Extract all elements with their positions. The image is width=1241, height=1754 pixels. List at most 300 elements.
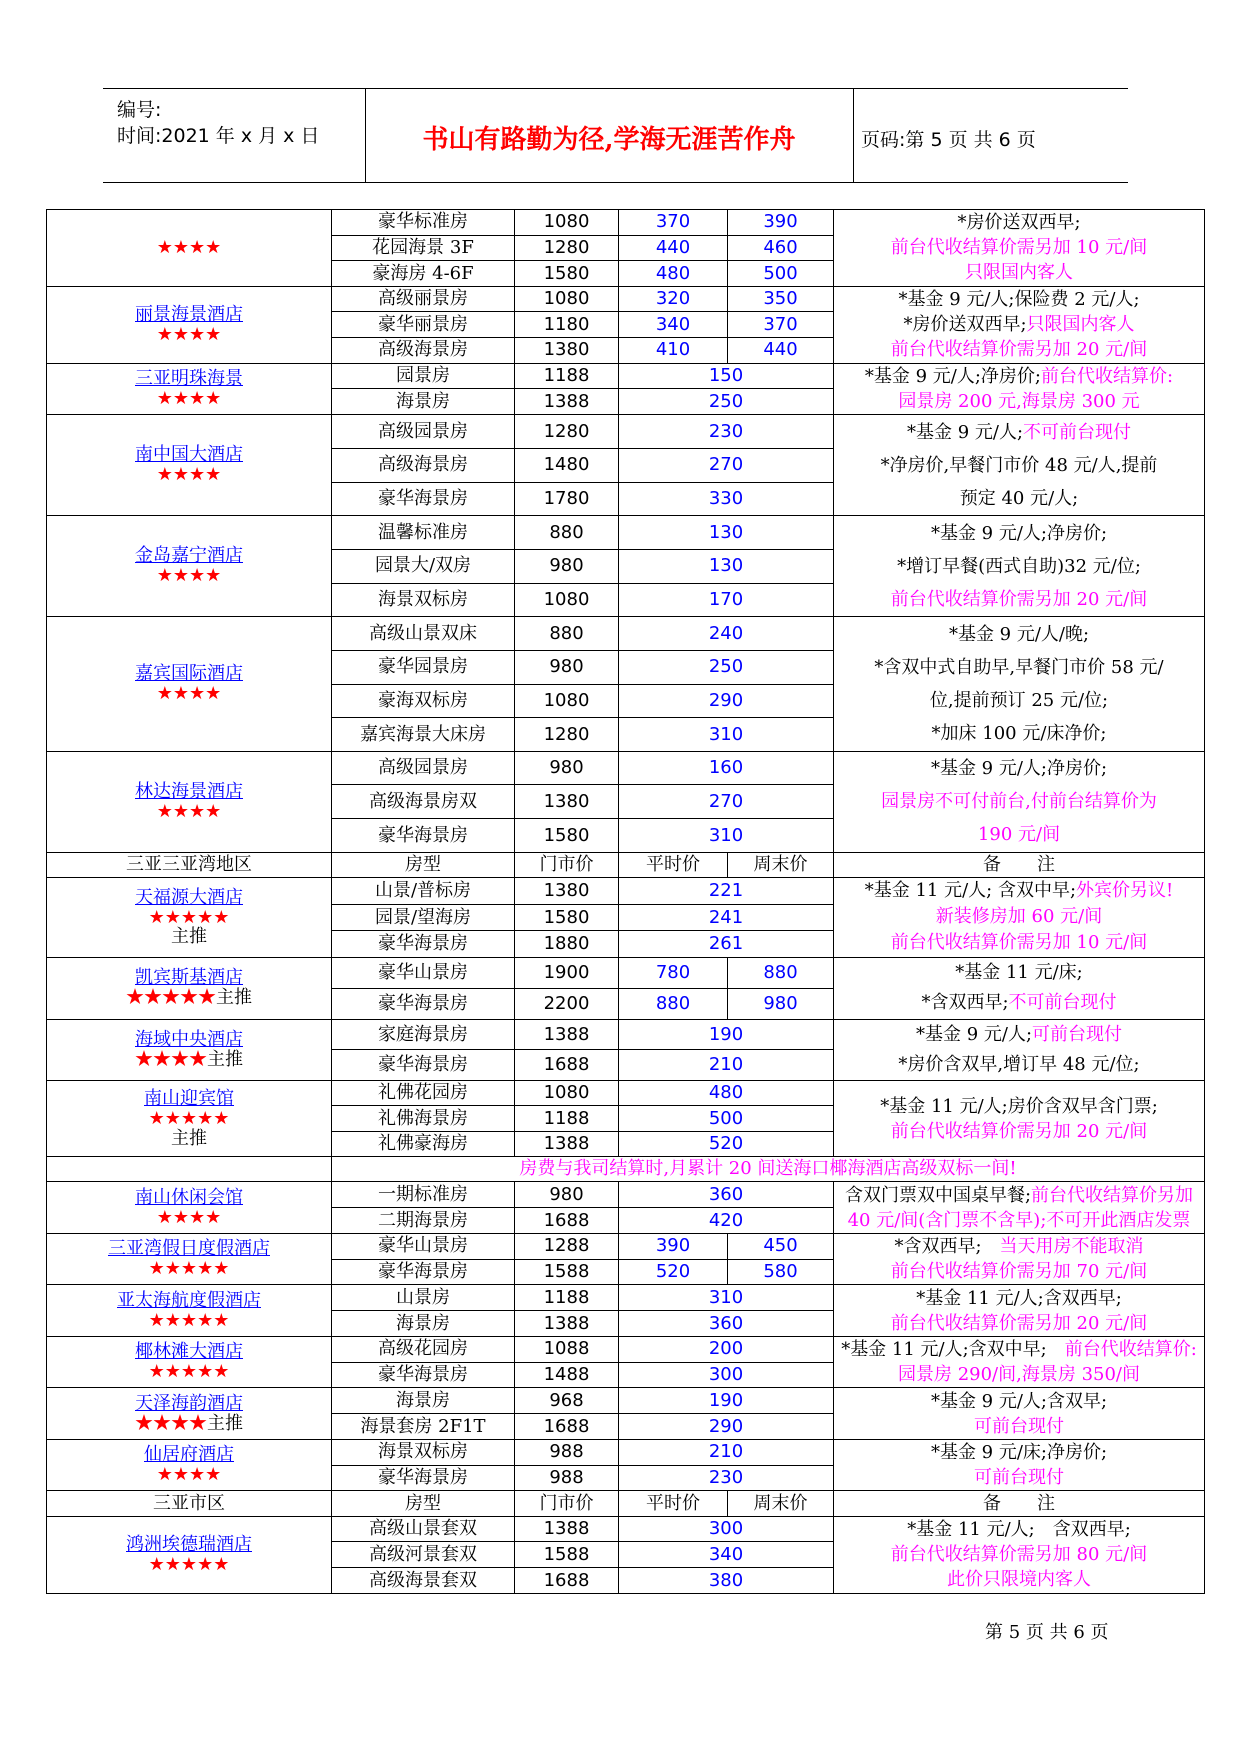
room-type: 高级河景套双 xyxy=(332,1542,515,1568)
star-rating: ★★★★★ xyxy=(148,1361,230,1383)
hotel-cell xyxy=(47,1285,332,1337)
rack-rate: 880 xyxy=(515,516,619,550)
note-line xyxy=(837,1542,1201,1567)
weekend-price: 350 xyxy=(728,286,834,312)
hotel-notes xyxy=(834,1182,1205,1234)
room-type: 海景房 xyxy=(332,1311,515,1337)
room-row xyxy=(47,516,1205,550)
star-rating: ★★★★ xyxy=(156,800,222,822)
col-header-weekend-rate: 周末价 xyxy=(728,1491,834,1516)
note-highlight: 园景房 200 元,海景房 300 元 xyxy=(898,390,1140,412)
room-type: 豪华园景房 xyxy=(332,650,515,684)
room-row xyxy=(47,415,1205,449)
hotel-notes xyxy=(834,286,1205,363)
room-row xyxy=(47,1388,1205,1414)
hotel-name-link[interactable]: 天泽海韵酒店 xyxy=(135,1392,243,1414)
hotel-rate-table xyxy=(46,209,1205,1594)
note-highlight: 只限国内客人 xyxy=(965,262,1073,284)
rack-rate: 1388 xyxy=(515,1516,619,1542)
hotel-notes xyxy=(834,878,1205,958)
room-row xyxy=(47,1233,1205,1259)
hotel-notes xyxy=(834,1336,1205,1388)
rack-rate: 980 xyxy=(515,751,619,785)
hotel-cell xyxy=(47,1233,332,1285)
room-type: 高级山景双床 xyxy=(332,617,515,651)
recommend-tag: 主推 xyxy=(171,1127,207,1149)
note-line xyxy=(837,389,1201,414)
note-line xyxy=(837,958,1201,988)
rack-rate: 1688 xyxy=(515,1050,619,1081)
room-type: 高级花园房 xyxy=(332,1336,515,1362)
note-line xyxy=(837,752,1201,785)
note-highlight: 可前台现付 xyxy=(1032,1023,1123,1045)
rack-rate: 1188 xyxy=(515,1285,619,1311)
note-line xyxy=(837,449,1201,482)
hotel-notes xyxy=(834,516,1205,617)
room-type: 豪华标准房 xyxy=(332,210,515,236)
hotel-cell xyxy=(47,1182,332,1234)
hotel-name-link[interactable]: 南山休闲会馆 xyxy=(135,1186,243,1208)
rack-rate: 1688 xyxy=(515,1414,619,1440)
note-highlight: 不可前台现付 xyxy=(1008,992,1117,1014)
weekday-price: 370 xyxy=(619,210,728,236)
room-row xyxy=(47,1019,1205,1050)
star-rating: ★★★★ xyxy=(156,464,222,486)
star-rating: ★★★★★ xyxy=(148,1309,230,1331)
star-rating: ★★★★ xyxy=(156,323,222,345)
weekend-price: 980 xyxy=(728,988,834,1019)
hotel-name-link[interactable]: 海域中央酒店 xyxy=(135,1029,243,1051)
note-line xyxy=(837,1311,1201,1336)
rack-rate: 1588 xyxy=(515,1542,619,1568)
hotel-notes xyxy=(834,1081,1205,1157)
note-text: *含双西早; xyxy=(894,1236,1000,1258)
hotel-name-link[interactable]: 仙居府酒店 xyxy=(144,1444,234,1466)
note-text: *基金 11 元/人;房价含双早含门票; xyxy=(880,1095,1158,1117)
room-type: 豪华海景房 xyxy=(332,1259,515,1285)
rack-rate: 880 xyxy=(515,617,619,651)
hotel-rating xyxy=(50,566,328,586)
room-type: 海景套房 2F1T xyxy=(332,1414,515,1440)
note-line xyxy=(837,1286,1201,1311)
note-line xyxy=(837,1362,1201,1387)
col-header-weekday-rate: 平时价 xyxy=(619,1491,728,1516)
hotel-name-link[interactable]: 椰林滩大酒店 xyxy=(135,1341,243,1363)
page-footer: 第 5 页 共 6 页 xyxy=(985,1622,1109,1643)
note-text: *基金 9 元/人; xyxy=(915,1023,1033,1045)
net-price: 420 xyxy=(619,1208,834,1234)
note-text: *含双中式自助早,早餐门市价 58 元/ xyxy=(874,657,1164,678)
rack-rate: 1188 xyxy=(515,363,619,389)
room-type: 家庭海景房 xyxy=(332,1019,515,1050)
rack-rate: 1688 xyxy=(515,1208,619,1234)
hotel-rating xyxy=(50,465,328,485)
note-line xyxy=(837,260,1201,285)
hotel-cell xyxy=(47,1516,332,1593)
room-type: 花园海景 3F xyxy=(332,235,515,261)
note-line xyxy=(837,337,1201,362)
rack-rate: 1280 xyxy=(515,415,619,449)
note-text: *基金 9 元/人;净房价; xyxy=(930,758,1108,780)
note-line xyxy=(837,988,1201,1018)
net-price: 380 xyxy=(619,1567,834,1593)
net-price: 250 xyxy=(619,650,834,684)
net-price: 300 xyxy=(619,1516,834,1542)
net-price: 360 xyxy=(619,1182,834,1208)
room-type: 礼佛花园房 xyxy=(332,1081,515,1106)
hotel-rating xyxy=(50,1555,328,1575)
star-rating: ★★★★ xyxy=(156,683,222,704)
rack-rate: 988 xyxy=(515,1439,619,1465)
section-name: 三亚市区 xyxy=(47,1491,332,1516)
note-line xyxy=(837,1020,1201,1050)
hotel-rating xyxy=(50,1362,328,1382)
net-price: 160 xyxy=(619,751,834,785)
doc-number-label: 编号: xyxy=(117,99,162,121)
weekday-price: 480 xyxy=(619,261,728,287)
hotel-name-link[interactable]: 三亚明珠海景 xyxy=(135,368,243,390)
weekday-price: 410 xyxy=(619,337,728,363)
note-text: *净房价,早餐门市价 48 元/人,提前 xyxy=(880,454,1158,476)
rack-rate: 1388 xyxy=(515,1311,619,1337)
room-type: 高级丽景房 xyxy=(332,286,515,312)
star-rating: ★★★★ xyxy=(135,1048,207,1070)
hotel-name-link[interactable]: 嘉宾国际酒店 xyxy=(135,663,243,685)
star-rating: ★★★★★ xyxy=(148,1553,230,1575)
weekend-price: 880 xyxy=(728,957,834,988)
room-row xyxy=(47,878,1205,905)
note-highlight: 前台代收结算价需另加 20 元/间 xyxy=(890,588,1148,610)
hotel-cell xyxy=(47,751,332,852)
weekend-price: 390 xyxy=(728,210,834,236)
hotel-rating xyxy=(50,1465,328,1485)
rack-rate: 1380 xyxy=(515,878,619,905)
hotel-name-link[interactable]: 鸿洲埃德瑞酒店 xyxy=(126,1534,252,1556)
hotel-name-link[interactable]: 丽景海景酒店 xyxy=(135,303,243,325)
hotel-notes xyxy=(834,1233,1205,1285)
note-highlight: 前台代收结算价需另加 10 元/间 xyxy=(890,932,1148,954)
net-price: 230 xyxy=(619,1465,834,1491)
hotel-name-link[interactable]: 亚太海航度假酒店 xyxy=(117,1289,261,1311)
net-price: 170 xyxy=(619,583,834,617)
rack-rate: 1580 xyxy=(515,261,619,287)
weekend-price: 580 xyxy=(728,1259,834,1285)
note-highlight: 可前台现付 xyxy=(974,1415,1064,1437)
rack-rate: 1480 xyxy=(515,448,619,482)
note-text: *基金 9 元/人;保险费 2 元/人; xyxy=(898,289,1140,311)
rack-rate: 1088 xyxy=(515,1336,619,1362)
net-price: 290 xyxy=(619,684,834,718)
hotel-notes xyxy=(834,617,1205,751)
rack-rate: 1588 xyxy=(515,1259,619,1285)
net-price: 221 xyxy=(619,878,834,905)
hotel-notes xyxy=(834,1516,1205,1593)
room-type: 高级海景房 xyxy=(332,448,515,482)
note-line xyxy=(837,878,1201,904)
room-type: 高级山景套双 xyxy=(332,1516,515,1542)
note-line xyxy=(837,1465,1201,1490)
weekday-price: 440 xyxy=(619,235,728,261)
weekday-price: 320 xyxy=(619,286,728,312)
star-rating: ★★★★★ xyxy=(148,906,230,928)
note-highlight: 可前台现付 xyxy=(974,1467,1064,1489)
hotel-notes xyxy=(834,751,1205,852)
net-price: 480 xyxy=(619,1081,834,1106)
note-highlight: 当天用房不能取消 xyxy=(999,1236,1144,1258)
hotel-rating xyxy=(50,1311,328,1331)
net-price: 150 xyxy=(619,363,834,389)
room-row xyxy=(47,210,1205,236)
room-type: 海景双标房 xyxy=(332,1439,515,1465)
note-text: 预定 40 元/人; xyxy=(959,487,1079,509)
rack-rate: 1780 xyxy=(515,482,619,516)
room-row xyxy=(47,1285,1205,1311)
hotel-cell xyxy=(47,286,332,363)
room-row xyxy=(47,751,1205,785)
rack-rate: 1280 xyxy=(515,718,619,752)
col-header-rack-rate: 门市价 xyxy=(515,1491,619,1516)
note-text: *基金 9 元/床;净房价; xyxy=(930,1442,1108,1464)
hotel-name-link[interactable]: 林达海景酒店 xyxy=(135,780,243,802)
weekend-price: 450 xyxy=(728,1233,834,1259)
room-row xyxy=(47,1081,1205,1106)
net-price: 210 xyxy=(619,1439,834,1465)
rack-rate: 1080 xyxy=(515,210,619,236)
recommend-tag-line xyxy=(50,1129,328,1149)
room-type: 豪海双标房 xyxy=(332,684,515,718)
rack-rate: 988 xyxy=(515,1465,619,1491)
hotel-rating xyxy=(50,389,328,409)
weekday-price: 390 xyxy=(619,1233,728,1259)
room-type: 礼佛海景房 xyxy=(332,1106,515,1131)
rack-rate: 1388 xyxy=(515,1131,619,1156)
rack-rate: 980 xyxy=(515,1182,619,1208)
note-highlight: 不可前台现付 xyxy=(1023,421,1132,443)
net-price: 310 xyxy=(619,1285,834,1311)
note-line xyxy=(837,904,1201,930)
note-line xyxy=(837,1183,1201,1208)
hotel-cell xyxy=(47,415,332,516)
note-highlight: 40 元/间(含门票不含早);不可开此酒店发票 xyxy=(847,1209,1191,1231)
room-type: 豪海房 4-6F xyxy=(332,261,515,287)
weekday-price: 780 xyxy=(619,957,728,988)
note-text: *基金 11 元/人;含双西早; xyxy=(916,1287,1122,1309)
rack-rate: 1080 xyxy=(515,286,619,312)
room-row xyxy=(47,286,1205,312)
recommend-tag: 主推 xyxy=(171,926,207,948)
rack-rate: 1188 xyxy=(515,1106,619,1131)
note-line xyxy=(837,1337,1201,1362)
hotel-cell xyxy=(47,1388,332,1440)
rack-rate: 1380 xyxy=(515,785,619,819)
note-line xyxy=(837,312,1201,337)
note-text: *增订早餐(西式自助)32 元/位; xyxy=(897,555,1141,577)
note-line xyxy=(837,210,1201,235)
header-page-label: 页码:第 5 页 共 6 页 xyxy=(861,129,1036,151)
room-type: 高级海景套双 xyxy=(332,1567,515,1593)
rack-rate: 1288 xyxy=(515,1233,619,1259)
hotel-rating xyxy=(50,238,328,258)
col-header-weekday-rate: 平时价 xyxy=(619,852,728,877)
hotel-rating xyxy=(50,908,328,948)
hotel-cell xyxy=(47,210,332,287)
note-line xyxy=(837,550,1201,583)
net-price: 240 xyxy=(619,617,834,651)
net-price: 230 xyxy=(619,415,834,449)
note-highlight: 新装修房加 60 元/间 xyxy=(935,906,1103,928)
room-type: 温馨标准房 xyxy=(332,516,515,550)
room-type: 一期标准房 xyxy=(332,1182,515,1208)
note-line xyxy=(837,1259,1201,1284)
hotel-cell xyxy=(47,878,332,958)
note-line xyxy=(837,1440,1201,1465)
room-type: 园景大/双房 xyxy=(332,549,515,583)
note-line xyxy=(837,482,1201,515)
net-price: 270 xyxy=(619,785,834,819)
hotel-rating xyxy=(50,802,328,822)
note-text: *基金 11 元/人; 含双西早; xyxy=(907,1519,1131,1541)
weekend-price: 460 xyxy=(728,235,834,261)
star-rating: ★★★★ xyxy=(156,237,222,258)
hotel-name-link[interactable]: 南中国大酒店 xyxy=(135,444,243,466)
net-price: 270 xyxy=(619,448,834,482)
net-price: 250 xyxy=(619,389,834,415)
weekday-price: 880 xyxy=(619,988,728,1019)
weekday-price: 340 xyxy=(619,312,728,338)
hotel-name-link[interactable]: 南山迎宾馆 xyxy=(144,1087,234,1109)
hotel-rating xyxy=(50,988,328,1008)
note-text: 含双门票双中国桌早餐; xyxy=(844,1184,1032,1206)
room-type: 豪华海景房 xyxy=(332,931,515,958)
doc-time-label: 时间:2021 年 x 月 x 日 xyxy=(117,125,320,147)
note-highlight: 前台代收结算价: xyxy=(1064,1339,1197,1361)
room-row xyxy=(47,1439,1205,1465)
recommend-tag: 主推 xyxy=(216,987,252,1009)
note-highlight: 前台代收结算价需另加 20 元/间 xyxy=(890,1120,1148,1142)
note-highlight: 前台代收结算价需另加 10 元/间 xyxy=(890,237,1148,259)
hotel-rating xyxy=(50,1259,328,1279)
note-line xyxy=(837,1094,1201,1119)
note-highlight: 前台代收结算价需另加 20 元/间 xyxy=(890,339,1148,361)
hotel-rating xyxy=(50,1414,328,1434)
promotion-text: 房费与我司结算时,月累计 20 间送海口椰海酒店高级双标一间! xyxy=(332,1157,1205,1182)
note-text: *含双西早; xyxy=(921,992,1009,1014)
hotel-name-link[interactable]: 金岛嘉宁酒店 xyxy=(135,545,243,567)
net-price: 190 xyxy=(619,1388,834,1414)
hotel-notes xyxy=(834,210,1205,287)
star-rating: ★★★★ xyxy=(156,565,222,587)
hotel-name-link[interactable]: 三亚湾假日度假酒店 xyxy=(108,1238,270,1260)
note-line xyxy=(837,618,1201,651)
recommend-tag: 主推 xyxy=(207,1412,243,1434)
room-type: 豪华海景房 xyxy=(332,1050,515,1081)
note-highlight: 前台代收结算价: xyxy=(1041,365,1174,387)
rack-rate: 2200 xyxy=(515,988,619,1019)
note-text: *房价送双西早; xyxy=(957,212,1081,234)
note-line xyxy=(837,785,1201,818)
hotel-rating xyxy=(50,1208,328,1228)
star-rating: ★★★★ xyxy=(156,1206,222,1228)
net-price: 290 xyxy=(619,1414,834,1440)
room-type: 高级海景房双 xyxy=(332,785,515,819)
hotel-name-link[interactable]: 凯宾斯基酒店 xyxy=(135,967,243,989)
net-price: 300 xyxy=(619,1362,834,1388)
recommend-tag: 主推 xyxy=(207,1048,243,1070)
note-line xyxy=(837,416,1201,449)
col-header-room-type: 房型 xyxy=(332,1491,515,1516)
rack-rate: 980 xyxy=(515,549,619,583)
star-rating: ★★★★★ xyxy=(126,987,216,1009)
room-type: 海景房 xyxy=(332,1388,515,1414)
note-text: *基金 11 元/人; 含双中早; xyxy=(864,880,1077,902)
weekend-price: 370 xyxy=(728,312,834,338)
room-type: 园景/望海房 xyxy=(332,904,515,931)
rack-rate: 1280 xyxy=(515,235,619,261)
hotel-cell xyxy=(47,1019,332,1081)
rack-rate: 1580 xyxy=(515,819,619,853)
rack-rate: 1080 xyxy=(515,684,619,718)
room-row xyxy=(47,1516,1205,1542)
hotel-name-link[interactable]: 天福源大酒店 xyxy=(135,886,243,908)
net-price: 310 xyxy=(619,718,834,752)
section-header-row xyxy=(47,852,1205,877)
net-price: 200 xyxy=(619,1336,834,1362)
note-line xyxy=(837,651,1201,684)
note-line xyxy=(837,1208,1201,1233)
hotel-cell xyxy=(47,1081,332,1157)
note-line xyxy=(837,517,1201,550)
document-header xyxy=(103,88,1128,183)
rack-rate: 1388 xyxy=(515,1019,619,1050)
header-motto: 书山有路勤为径,学海无涯苦作舟 xyxy=(422,125,796,155)
hotel-cell xyxy=(47,1336,332,1388)
rack-rate: 1180 xyxy=(515,312,619,338)
recommend-tag-line xyxy=(50,927,328,947)
col-header-weekend-rate: 周末价 xyxy=(728,852,834,877)
room-type: 豪华海景房 xyxy=(332,819,515,853)
note-text: *基金 9 元/人;含双早; xyxy=(930,1390,1108,1412)
room-row xyxy=(47,957,1205,988)
col-header-notes: 备 注 xyxy=(834,1491,1205,1516)
star-rating: ★★★★ xyxy=(156,1464,222,1486)
hotel-cell xyxy=(47,363,332,415)
weekend-price: 440 xyxy=(728,337,834,363)
room-type: 豪华海景房 xyxy=(332,1362,515,1388)
room-row xyxy=(47,1182,1205,1208)
net-price: 210 xyxy=(619,1050,834,1081)
note-line xyxy=(837,364,1201,389)
hotel-notes xyxy=(834,1439,1205,1491)
net-price: 340 xyxy=(619,1542,834,1568)
hotel-cell xyxy=(47,617,332,751)
note-line xyxy=(837,1389,1201,1414)
room-type: 礼佛豪海房 xyxy=(332,1131,515,1156)
net-price: 261 xyxy=(619,931,834,958)
room-type: 嘉宾海景大床房 xyxy=(332,718,515,752)
net-price: 310 xyxy=(619,819,834,853)
hotel-cell xyxy=(47,1439,332,1491)
promo-row xyxy=(47,1157,1205,1182)
room-row xyxy=(47,1336,1205,1362)
weekday-price: 520 xyxy=(619,1259,728,1285)
note-highlight: 前台代收结算价需另加 70 元/间 xyxy=(890,1261,1148,1283)
header-divider xyxy=(853,89,854,182)
room-type: 豪华丽景房 xyxy=(332,312,515,338)
room-type: 山景房 xyxy=(332,1285,515,1311)
hotel-rating xyxy=(50,1109,328,1149)
note-text: *房价含双早,增订早 48 元/位; xyxy=(898,1053,1140,1075)
note-highlight: 190 元/间 xyxy=(977,824,1061,846)
